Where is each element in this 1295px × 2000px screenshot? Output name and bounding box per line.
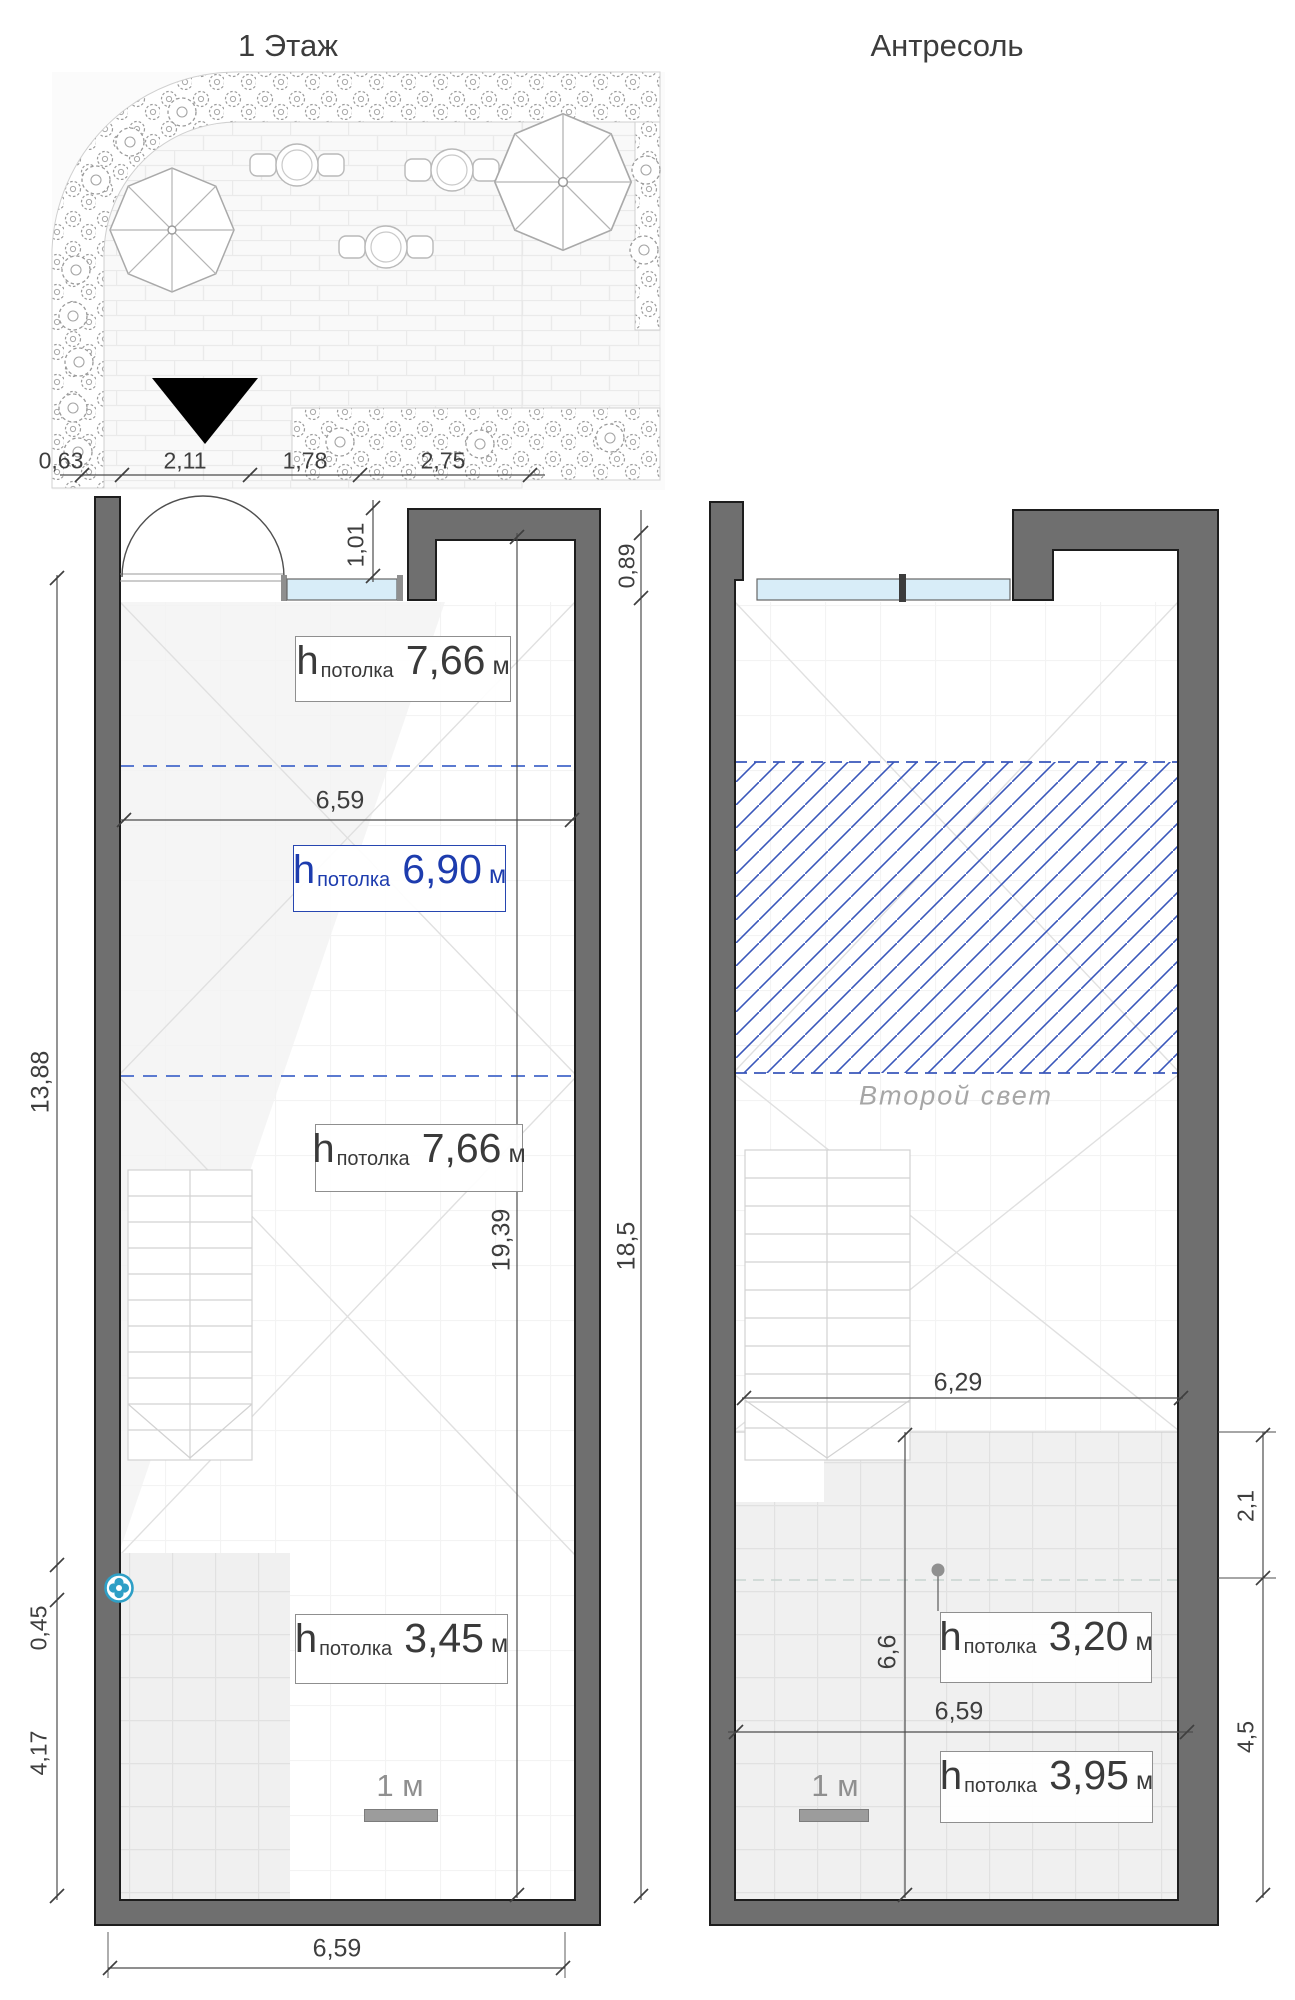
mezzanine-stairs <box>745 1150 910 1460</box>
ceiling-h: h <box>939 1754 963 1798</box>
ceiling-height-label: h потолка 3,95 м <box>940 1751 1153 1823</box>
ceiling-h: h <box>312 1127 335 1171</box>
floor1-dim-bottom-width: 6,59 <box>312 1934 362 1963</box>
floor1-dim-inner-height: 19,39 <box>487 1208 516 1272</box>
ceiling-height-label: h потолка 3,20 м <box>940 1612 1152 1683</box>
ceiling-h: h <box>939 1615 962 1659</box>
floor1-dim-inner-width: 6,59 <box>315 786 365 815</box>
floor1-window <box>281 575 403 601</box>
mezz-dim-lower-width: 6,59 <box>934 1697 984 1726</box>
floor1-dim-right-total: 18,5 <box>612 1221 641 1271</box>
ceiling-height-label: h потолка 7,66 м <box>315 1124 523 1192</box>
floor1-scale-label: 1 м <box>376 1768 424 1803</box>
terrace-dim-2: 2,11 <box>163 447 207 474</box>
terrace <box>52 72 665 490</box>
floor1-dim-left-mid: 0,45 <box>25 1605 52 1651</box>
ceiling-height-label: h потолка 3,45 м <box>295 1614 508 1684</box>
floor1-dim-top-recess: 1,01 <box>342 522 369 568</box>
terrace-dim-3: 1,78 <box>282 447 328 474</box>
ceiling-h: h <box>292 848 316 892</box>
floor1-dim-left-total: 13,88 <box>26 1050 55 1114</box>
ceiling-h: h <box>296 639 319 683</box>
floor1-scale-bar <box>364 1809 438 1822</box>
floor1-stairs <box>128 1170 252 1460</box>
ceiling-height-label: h потолка 7,66 м <box>295 636 511 702</box>
second-light-label: Второй свет <box>859 1080 1053 1111</box>
entrance-door <box>120 496 284 581</box>
ceiling-height-label-blue: h потолка 6,90 м <box>293 845 506 912</box>
terrace-dim-4: 2,75 <box>420 447 466 474</box>
floor1-dim-right-recess: 0,89 <box>613 543 640 589</box>
mezz-scale-label: 1 м <box>811 1768 859 1803</box>
ceiling-h: h <box>294 1617 318 1661</box>
mezz-scale-bar <box>799 1809 869 1822</box>
floor1-title: 1 Этаж <box>238 28 338 63</box>
second-light-hatch <box>735 762 1178 1073</box>
mezz-dim-floor-depth: 6,6 <box>873 1634 902 1670</box>
mezzanine-window <box>757 574 1010 602</box>
terrace-dim-1: 0,63 <box>38 447 84 474</box>
ventilation-fan-icon <box>106 1575 133 1602</box>
floor1-dim-left-bottom: 4,17 <box>25 1730 52 1776</box>
mezz-dim-right-bottom: 4,5 <box>1232 1721 1259 1753</box>
mezz-dim-upper-width: 6,29 <box>933 1368 983 1397</box>
floor1-tiled-area <box>120 1553 290 1900</box>
mezzanine-title: Антресоль <box>870 28 1024 63</box>
mezz-dim-right-top: 2,1 <box>1232 1490 1259 1522</box>
